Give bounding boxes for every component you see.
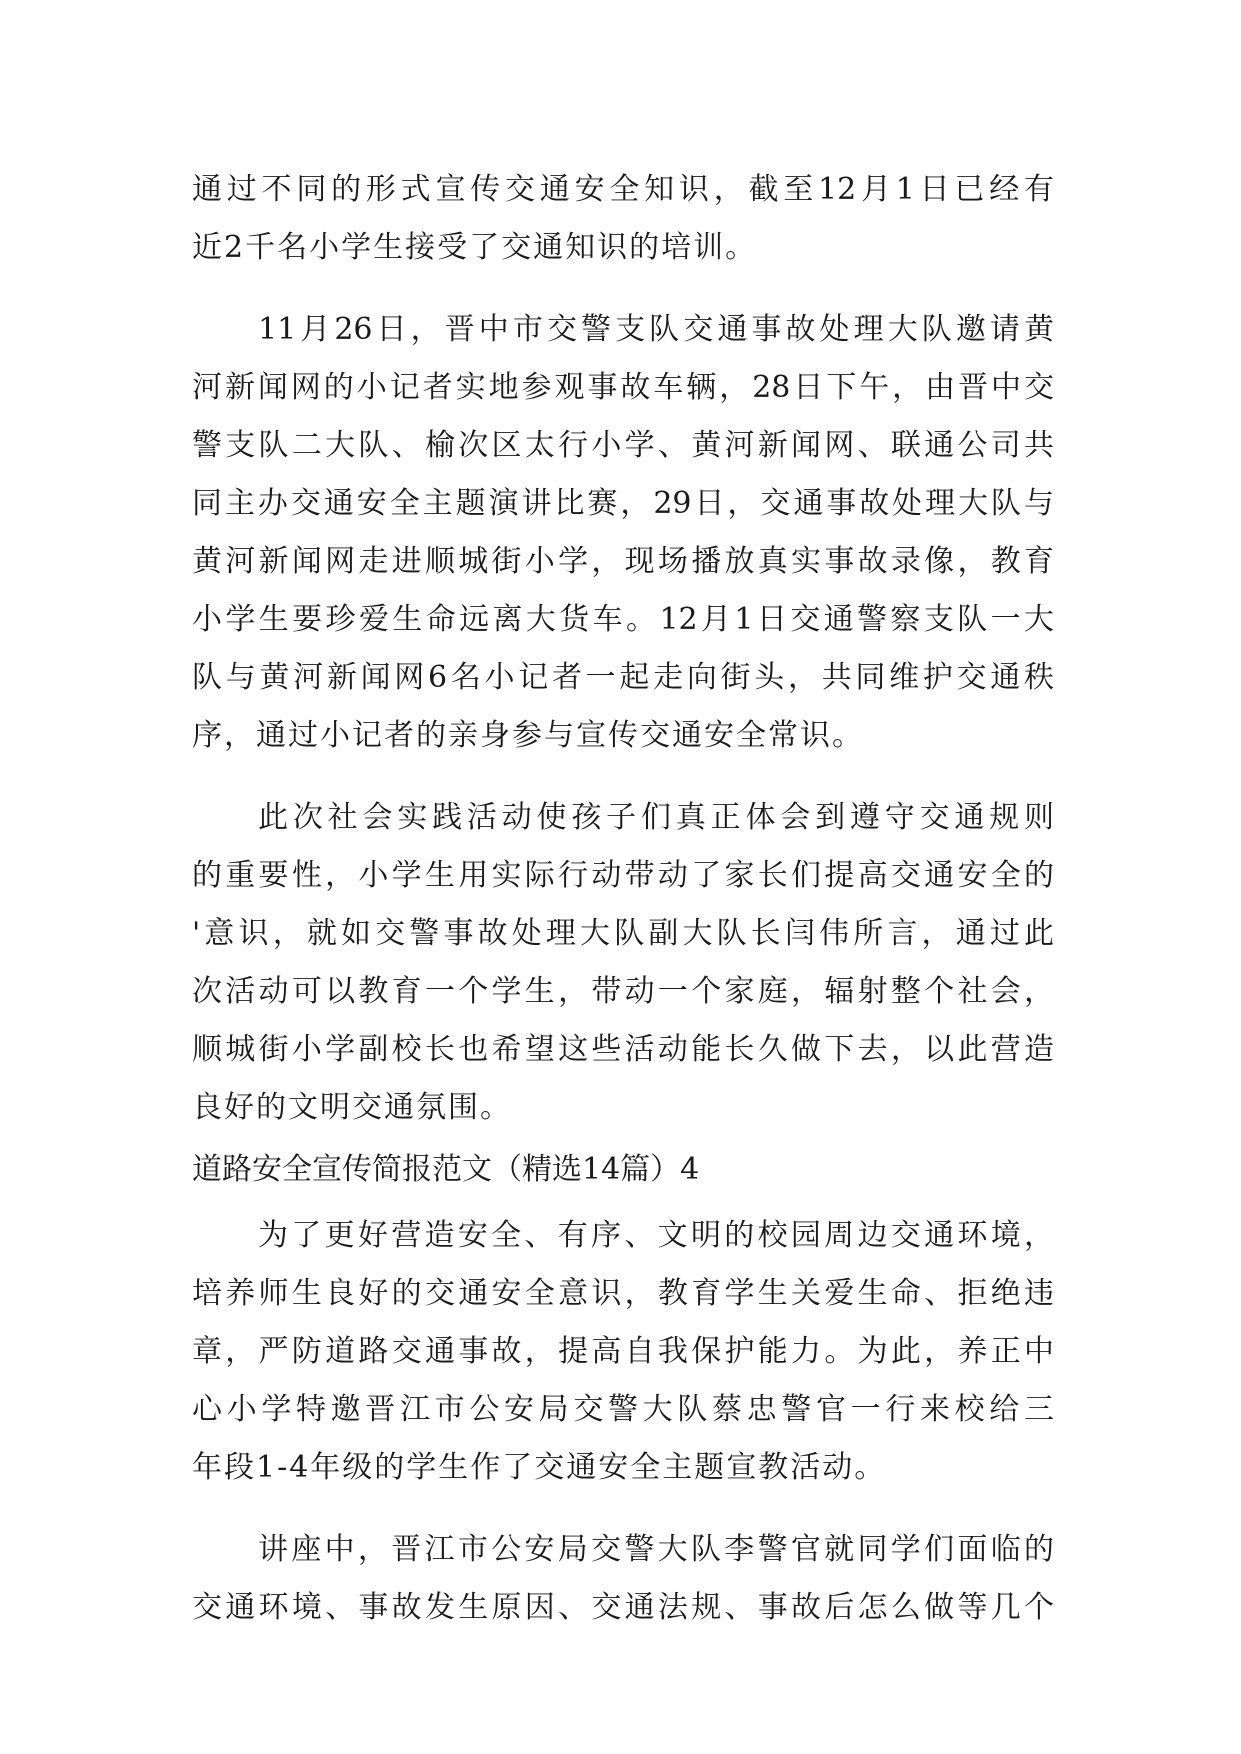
text-line: 警支队二大队、榆次区太行小学、黄河新闻网、联通公司共 xyxy=(192,428,1054,463)
text-line: 心小学特邀晋江市公安局交警大队蔡忠警官一行来校给三 xyxy=(192,1392,1054,1427)
section-heading: 道路安全宣传简报范文（精选14篇）4 xyxy=(192,1152,700,1187)
text-line: '意识，就如交警事故处理大队副大队长闫伟所言，通过此 xyxy=(192,916,1054,951)
text-line: 章，严防道路交通事故，提高自我保护能力。为此，养正中 xyxy=(192,1334,1054,1369)
text-line: 11月26日，晋中市交警支队交通事故处理大队邀请黄 xyxy=(258,312,1054,347)
text-line: 河新闻网的小记者实地参观事故车辆，28日下午，由晋中交 xyxy=(192,370,1054,405)
text-line: 黄河新闻网走进顺城街小学，现场播放真实事故录像，教育 xyxy=(192,544,1054,579)
text-line: 培养师生良好的交通安全意识，教育学生关爱生命、拒绝违 xyxy=(192,1276,1054,1311)
text-line: 此次社会实践活动使孩子们真正体会到遵守交通规则 xyxy=(258,800,1054,835)
text-line: 小学生要珍爱生命远离大货车。12月1日交通警察支队一大 xyxy=(192,602,1054,637)
text-line: 序，通过小记者的亲身参与宣传交通安全常识。 xyxy=(192,718,864,753)
text-line: 良好的文明交通氛围。 xyxy=(192,1090,512,1125)
text-line: 近2千名小学生接受了交通知识的培训。 xyxy=(192,230,758,265)
text-line: 交通环境、事故发生原因、交通法规、事故后怎么做等几个 xyxy=(192,1590,1054,1625)
text-line: 通过不同的形式宣传交通安全知识，截至12月1日已经有 xyxy=(192,172,1054,207)
text-line: 讲座中，晋江市公安局交警大队李警官就同学们面临的 xyxy=(258,1532,1054,1567)
text-line: 年段1-4年级的学生作了交通安全主题宣教活动。 xyxy=(192,1450,887,1485)
text-line: 顺城街小学副校长也希望这些活动能长久做下去，以此营造 xyxy=(192,1032,1054,1067)
text-line: 的重要性，小学生用实际行动带动了家长们提高交通安全的 xyxy=(192,858,1054,893)
text-line: 次活动可以教育一个学生，带动一个家庭，辐射整个社会， xyxy=(192,974,1054,1009)
text-line: 队与黄河新闻网6名小记者一起走向街头，共同维护交通秩 xyxy=(192,660,1054,695)
text-line: 同主办交通安全主题演讲比赛，29日，交通事故处理大队与 xyxy=(192,486,1054,521)
text-line: 为了更好营造安全、有序、文明的校园周边交通环境， xyxy=(258,1218,1054,1253)
